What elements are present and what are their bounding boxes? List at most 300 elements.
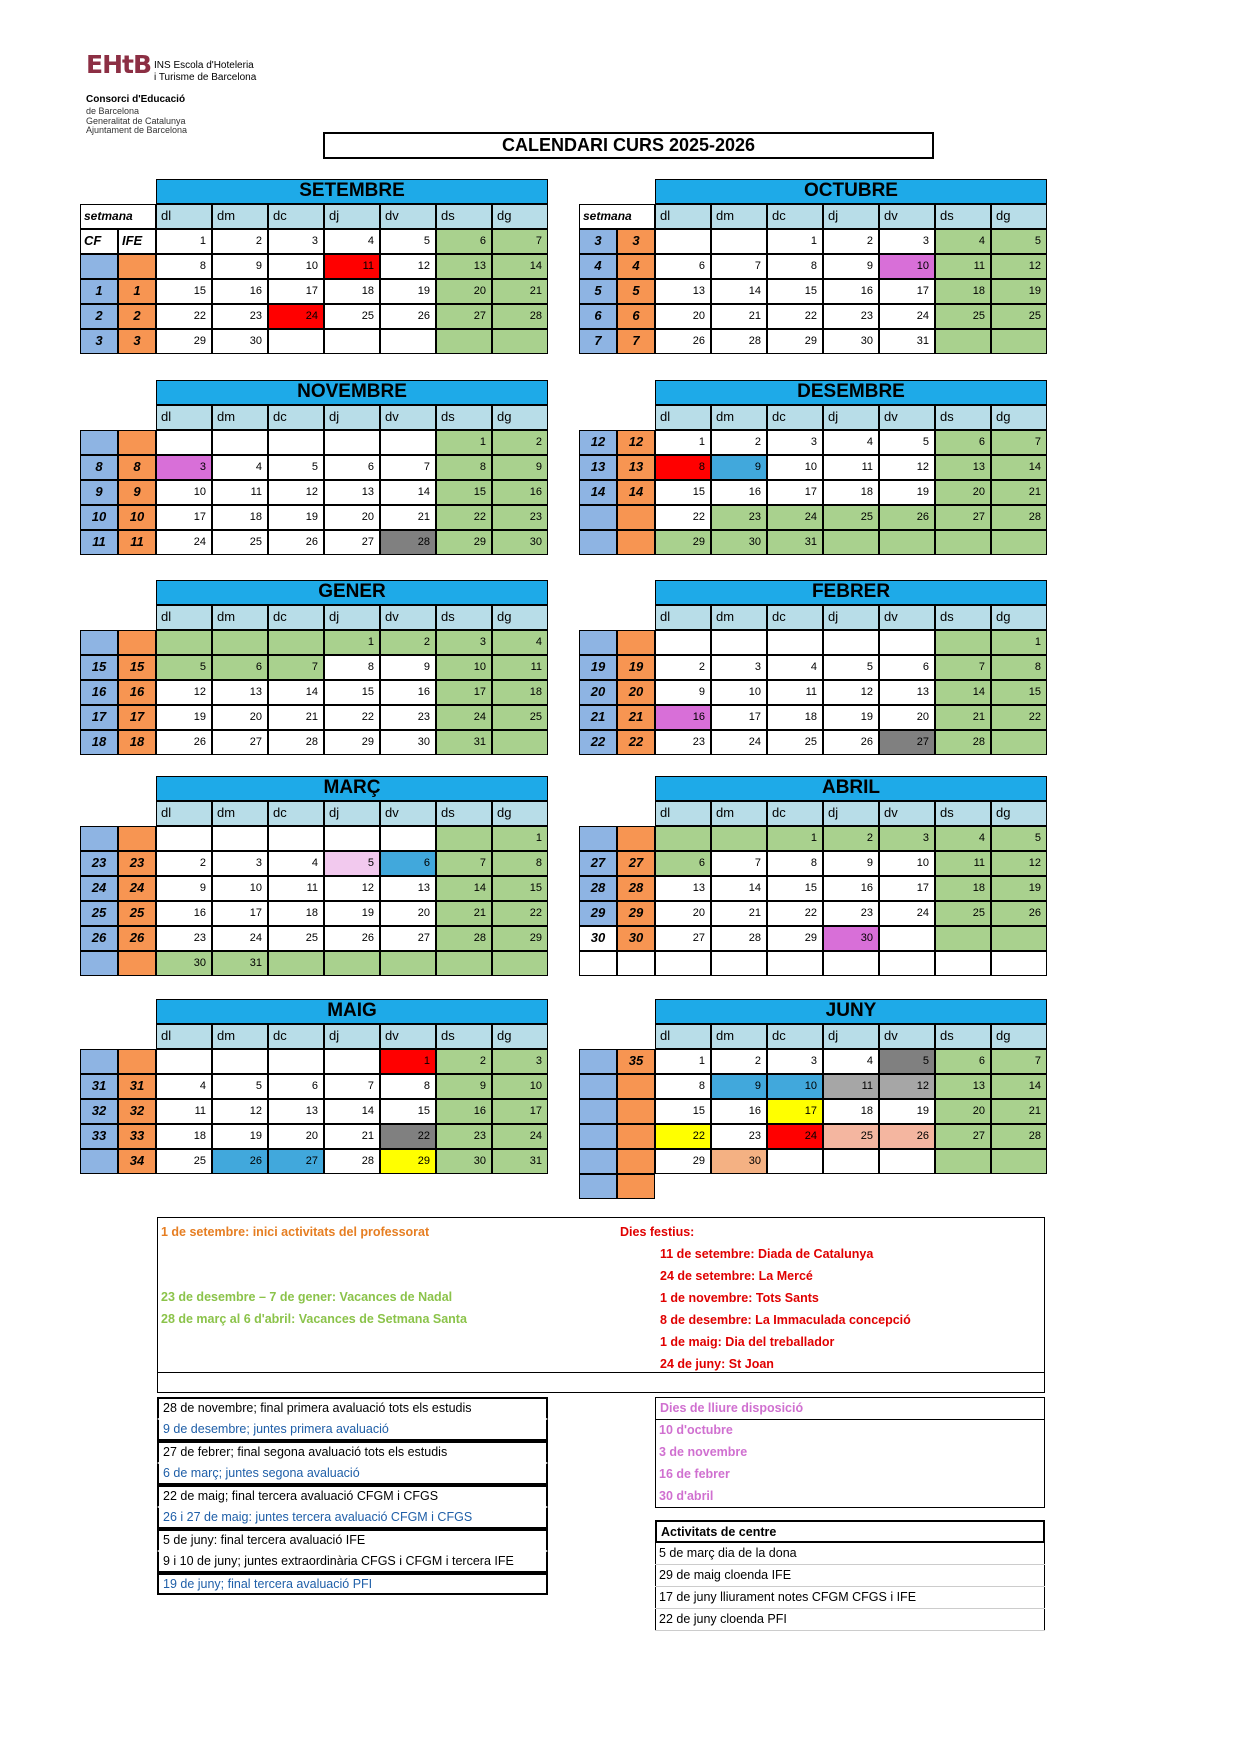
week-cf: [579, 530, 617, 555]
day-cell: 23: [436, 1124, 492, 1149]
day-cell: [711, 229, 767, 254]
week-ife: 6: [617, 304, 655, 329]
day-cell: 15: [767, 876, 823, 901]
day-cell: [380, 951, 436, 976]
day-cell: 22: [655, 1124, 711, 1149]
week-cf: 4: [579, 254, 617, 279]
day-cell: 31: [492, 1149, 548, 1174]
day-cell: 12: [268, 480, 324, 505]
day-cell: 8: [436, 455, 492, 480]
day-cell: 17: [268, 279, 324, 304]
day-cell: 23: [711, 505, 767, 530]
day-cell: 17: [156, 505, 212, 530]
day-cell: 8: [655, 1074, 711, 1099]
logo-sub-2: de Barcelona: [86, 106, 140, 116]
day-cell: 9: [711, 455, 767, 480]
day-cell: [823, 951, 879, 976]
legend-separator-row: [157, 1373, 1045, 1393]
week-ife: [617, 505, 655, 530]
day-cell: [991, 926, 1047, 951]
day-cell: 24: [268, 304, 324, 329]
day-header-dv: dv: [380, 204, 436, 229]
day-cell: 12: [991, 254, 1047, 279]
day-cell: 16: [492, 480, 548, 505]
week-cf: 9: [80, 480, 118, 505]
day-cell: 23: [823, 901, 879, 926]
day-cell: 3: [268, 229, 324, 254]
week-ife: 9: [118, 480, 156, 505]
day-cell: 11: [935, 851, 991, 876]
day-cell: [991, 329, 1047, 354]
day-cell: 19: [324, 901, 380, 926]
week-ife: [617, 1099, 655, 1124]
day-cell: 15: [156, 279, 212, 304]
week-ife: [118, 254, 156, 279]
day-cell: [268, 951, 324, 976]
week-ife: 24: [118, 876, 156, 901]
day-cell: 24: [492, 1124, 548, 1149]
day-header-dm: dm: [212, 801, 268, 826]
day-cell: 24: [879, 901, 935, 926]
day-cell: 17: [711, 705, 767, 730]
day-cell: 27: [212, 730, 268, 755]
day-cell: [324, 826, 380, 851]
day-cell: 3: [156, 455, 212, 480]
activitat-item: 29 de maig cloenda IFE: [655, 1565, 1045, 1587]
day-cell: 11: [823, 455, 879, 480]
week-cf: 18: [80, 730, 118, 755]
day-header-dm: dm: [212, 1024, 268, 1049]
day-cell: 20: [268, 1124, 324, 1149]
day-cell: 21: [436, 901, 492, 926]
evaluation-item: 6 de març; juntes segona avaluació: [157, 1463, 548, 1485]
day-cell: 4: [212, 455, 268, 480]
day-cell: 25: [767, 730, 823, 755]
day-cell: 19: [991, 279, 1047, 304]
lliure-item: 30 d'abril: [659, 1489, 714, 1503]
day-cell: 4: [268, 851, 324, 876]
day-header-dm: dm: [212, 405, 268, 430]
day-cell: [655, 229, 711, 254]
day-header-ds: ds: [935, 801, 991, 826]
week-cf: [80, 826, 118, 851]
day-cell: 18: [823, 480, 879, 505]
day-cell: 25: [935, 304, 991, 329]
day-cell: 29: [324, 730, 380, 755]
day-cell: 6: [324, 455, 380, 480]
day-cell: 30: [436, 1149, 492, 1174]
day-header-dg: dg: [492, 605, 548, 630]
day-cell: 18: [156, 1124, 212, 1149]
day-cell: [935, 926, 991, 951]
day-cell: 15: [655, 1099, 711, 1124]
week-cf: 31: [80, 1074, 118, 1099]
day-cell: 2: [711, 1049, 767, 1074]
day-cell: [156, 430, 212, 455]
day-cell: 20: [436, 279, 492, 304]
day-cell: 10: [268, 254, 324, 279]
day-cell: [879, 1149, 935, 1174]
week-ife: 19: [617, 655, 655, 680]
festiu-item: 1 de maig: Dia del treballador: [660, 1335, 835, 1349]
festiu-item: 8 de desembre: La Immaculada concepció: [660, 1313, 911, 1327]
day-cell: 23: [380, 705, 436, 730]
day-cell: 14: [991, 455, 1047, 480]
week-cf: [579, 1174, 617, 1199]
day-cell: [324, 1049, 380, 1074]
week-ife: 3: [617, 229, 655, 254]
day-cell: [991, 1149, 1047, 1174]
day-cell: 19: [156, 705, 212, 730]
week-ife: [118, 951, 156, 976]
week-cf: 22: [579, 730, 617, 755]
evaluation-item: 9 de desembre; juntes primera avaluació: [157, 1419, 548, 1441]
day-cell: 25: [324, 304, 380, 329]
week-ife: 34: [118, 1149, 156, 1174]
day-cell: [991, 730, 1047, 755]
day-cell: 6: [268, 1074, 324, 1099]
day-cell: 3: [767, 1049, 823, 1074]
day-cell: [492, 329, 548, 354]
week-cf: [80, 1149, 118, 1174]
day-cell: 13: [268, 1099, 324, 1124]
week-ife: [617, 1149, 655, 1174]
week-ife: 16: [118, 680, 156, 705]
day-cell: [324, 951, 380, 976]
day-header-dl: dl: [156, 204, 212, 229]
day-cell: 5: [380, 229, 436, 254]
day-cell: 30: [711, 530, 767, 555]
week-ife: 13: [617, 455, 655, 480]
week-ife: 14: [617, 480, 655, 505]
day-cell: 26: [268, 530, 324, 555]
day-cell: 30: [823, 329, 879, 354]
day-cell: 10: [767, 455, 823, 480]
logo-sub-1: Consorci d'Educació: [86, 94, 186, 105]
day-cell: 2: [711, 430, 767, 455]
day-cell: [935, 530, 991, 555]
day-cell: 9: [823, 851, 879, 876]
day-cell: 25: [823, 505, 879, 530]
day-header-dg: dg: [492, 801, 548, 826]
day-cell: 15: [436, 480, 492, 505]
day-cell: 20: [879, 705, 935, 730]
day-header-dv: dv: [879, 405, 935, 430]
week-cf: 8: [80, 455, 118, 480]
day-cell: 30: [212, 329, 268, 354]
day-cell: [823, 1149, 879, 1174]
day-cell: 6: [655, 851, 711, 876]
day-cell: 14: [492, 254, 548, 279]
week-cf: 12: [579, 430, 617, 455]
day-cell: 2: [212, 229, 268, 254]
day-cell: 29: [655, 1149, 711, 1174]
day-cell: 29: [655, 530, 711, 555]
day-cell: 7: [991, 1049, 1047, 1074]
day-cell: 15: [991, 680, 1047, 705]
day-cell: [212, 430, 268, 455]
day-cell: 1: [380, 1049, 436, 1074]
week-cf: 1: [80, 279, 118, 304]
day-header-dv: dv: [879, 1024, 935, 1049]
day-header-dj: dj: [823, 1024, 879, 1049]
day-cell: 16: [212, 279, 268, 304]
day-header-ds: ds: [436, 204, 492, 229]
week-cf: 28: [579, 876, 617, 901]
day-cell: 1: [436, 430, 492, 455]
day-header-dj: dj: [324, 1024, 380, 1049]
day-cell: 31: [879, 329, 935, 354]
day-cell: 10: [879, 851, 935, 876]
day-cell: 25: [823, 1124, 879, 1149]
day-cell: [380, 329, 436, 354]
day-cell: [268, 329, 324, 354]
day-header-dc: dc: [268, 405, 324, 430]
day-cell: 9: [380, 655, 436, 680]
day-header-dl: dl: [655, 204, 711, 229]
week-ife: 28: [617, 876, 655, 901]
day-cell: 3: [212, 851, 268, 876]
month-name-octubre: OCTUBRE: [655, 179, 1047, 204]
day-header-ds: ds: [436, 1024, 492, 1049]
day-cell: 9: [212, 254, 268, 279]
day-cell: 28: [268, 730, 324, 755]
week-cf: 15: [80, 655, 118, 680]
day-cell: 6: [935, 1049, 991, 1074]
evaluation-item: 26 i 27 de maig: juntes tercera avaluació CFGM i CFGS: [157, 1507, 548, 1529]
legend-left-1: 23 de desembre – 7 de gener: Vacances de Nadal: [161, 1290, 453, 1304]
week-ife: 31: [118, 1074, 156, 1099]
week-cf: CF: [80, 229, 118, 254]
page-title: CALENDARI CURS 2025-2026: [323, 132, 934, 159]
day-header-dv: dv: [380, 605, 436, 630]
day-cell: [268, 430, 324, 455]
day-cell: 28: [436, 926, 492, 951]
day-cell: 27: [380, 926, 436, 951]
day-cell: 19: [879, 480, 935, 505]
day-cell: 20: [380, 901, 436, 926]
day-cell: 16: [823, 876, 879, 901]
day-cell: 9: [655, 680, 711, 705]
month-name-desembre: DESEMBRE: [655, 380, 1047, 405]
day-cell: [711, 826, 767, 851]
day-cell: 3: [879, 826, 935, 851]
week-cf: 6: [579, 304, 617, 329]
day-cell: 19: [879, 1099, 935, 1124]
day-header-dg: dg: [492, 204, 548, 229]
day-cell: 4: [324, 229, 380, 254]
day-cell: 30: [492, 530, 548, 555]
week-ife: 18: [118, 730, 156, 755]
day-cell: [991, 951, 1047, 976]
day-cell: 8: [655, 455, 711, 480]
week-ife: 10: [118, 505, 156, 530]
day-cell: 22: [156, 304, 212, 329]
day-cell: 21: [711, 901, 767, 926]
day-cell: 1: [767, 229, 823, 254]
day-cell: 17: [436, 680, 492, 705]
day-cell: 18: [492, 680, 548, 705]
day-header-dc: dc: [268, 1024, 324, 1049]
day-header-dl: dl: [156, 405, 212, 430]
day-cell: 24: [711, 730, 767, 755]
day-cell: 20: [935, 480, 991, 505]
day-cell: 11: [212, 480, 268, 505]
day-cell: 4: [823, 430, 879, 455]
day-cell: 22: [991, 705, 1047, 730]
day-cell: 17: [879, 876, 935, 901]
day-header-dc: dc: [268, 801, 324, 826]
day-cell: 23: [212, 304, 268, 329]
month-name-setembre: SETEMBRE: [156, 179, 548, 204]
day-cell: 15: [767, 279, 823, 304]
day-cell: [324, 430, 380, 455]
day-cell: [823, 530, 879, 555]
week-cf: 13: [579, 455, 617, 480]
logo-line-1: INS Escola d'Hoteleria: [154, 60, 254, 71]
month-name-març: MARÇ: [156, 776, 548, 801]
day-header-dj: dj: [823, 204, 879, 229]
week-ife: 2: [118, 304, 156, 329]
day-cell: [212, 630, 268, 655]
day-cell: 21: [324, 1124, 380, 1149]
week-ife: [617, 951, 655, 976]
day-header-ds: ds: [436, 405, 492, 430]
lliure-title: Dies de lliure disposició: [655, 1397, 1045, 1420]
day-cell: 2: [436, 1049, 492, 1074]
week-ife: 1: [118, 279, 156, 304]
week-cf: [579, 1149, 617, 1174]
day-cell: 29: [492, 926, 548, 951]
day-cell: 1: [156, 229, 212, 254]
day-header-dc: dc: [767, 801, 823, 826]
day-cell: 16: [156, 901, 212, 926]
day-cell: 21: [380, 505, 436, 530]
day-cell: 6: [380, 851, 436, 876]
day-cell: 28: [492, 304, 548, 329]
day-cell: 21: [492, 279, 548, 304]
day-header-dv: dv: [380, 801, 436, 826]
day-cell: 4: [823, 1049, 879, 1074]
week-cf: 7: [579, 329, 617, 354]
day-cell: 22: [380, 1124, 436, 1149]
day-cell: 10: [711, 680, 767, 705]
day-cell: 20: [212, 705, 268, 730]
day-cell: 8: [324, 655, 380, 680]
week-ife: [617, 630, 655, 655]
day-cell: [935, 1149, 991, 1174]
week-header: setmana: [80, 204, 156, 229]
day-header-dj: dj: [823, 605, 879, 630]
week-cf: 30: [579, 926, 617, 951]
festiu-item: 1 de novembre: Tots Sants: [660, 1291, 819, 1305]
week-ife: 17: [118, 705, 156, 730]
day-cell: 12: [212, 1099, 268, 1124]
day-cell: 25: [991, 304, 1047, 329]
evaluation-item: 9 i 10 de juny; juntes extraordinària CFGS i CFGM i tercera IFE: [157, 1551, 548, 1573]
week-cf: [80, 951, 118, 976]
day-cell: 5: [823, 655, 879, 680]
month-name-novembre: NOVEMBRE: [156, 380, 548, 405]
day-header-dj: dj: [324, 405, 380, 430]
day-cell: 12: [879, 455, 935, 480]
week-cf: [579, 505, 617, 530]
day-cell: 3: [711, 655, 767, 680]
activitat-item: 5 de març dia de la dona: [655, 1543, 1045, 1565]
week-ife: [617, 1174, 655, 1199]
day-header-dv: dv: [380, 1024, 436, 1049]
day-cell: 24: [767, 1124, 823, 1149]
day-cell: 23: [711, 1124, 767, 1149]
day-cell: 12: [156, 680, 212, 705]
day-cell: 21: [935, 705, 991, 730]
week-cf: 5: [579, 279, 617, 304]
day-header-dj: dj: [324, 204, 380, 229]
day-cell: 15: [324, 680, 380, 705]
day-header-dv: dv: [879, 801, 935, 826]
week-cf: 25: [80, 901, 118, 926]
day-cell: 10: [212, 876, 268, 901]
day-cell: [436, 826, 492, 851]
month-name-gener: GENER: [156, 580, 548, 605]
day-cell: [879, 951, 935, 976]
day-cell: [268, 826, 324, 851]
day-cell: 15: [380, 1099, 436, 1124]
day-header-dj: dj: [823, 801, 879, 826]
day-cell: [380, 430, 436, 455]
week-cf: [80, 630, 118, 655]
legend-left-0: 1 de setembre: inici activitats del professorat: [161, 1225, 430, 1239]
day-cell: [823, 630, 879, 655]
day-cell: 9: [156, 876, 212, 901]
month-name-febrer: FEBRER: [655, 580, 1047, 605]
day-cell: [655, 826, 711, 851]
day-cell: [492, 730, 548, 755]
day-header-dc: dc: [767, 405, 823, 430]
day-cell: [935, 329, 991, 354]
week-ife: 8: [118, 455, 156, 480]
day-cell: 26: [823, 730, 879, 755]
week-ife: 21: [617, 705, 655, 730]
day-cell: 23: [492, 505, 548, 530]
day-cell: 20: [655, 304, 711, 329]
day-cell: 10: [492, 1074, 548, 1099]
week-cf: [579, 951, 617, 976]
day-cell: 13: [324, 480, 380, 505]
day-cell: 27: [935, 505, 991, 530]
day-cell: 27: [324, 530, 380, 555]
activitat-item: 22 de juny cloenda PFI: [655, 1609, 1045, 1631]
day-cell: 6: [655, 254, 711, 279]
activitat-item: 17 de juny lliurament notes CFGM CFGS i IFE: [655, 1587, 1045, 1609]
logo-sub-3: Generalitat de Catalunya: [86, 116, 186, 126]
day-header-dc: dc: [268, 204, 324, 229]
day-cell: [436, 951, 492, 976]
day-cell: 5: [879, 430, 935, 455]
week-cf: 26: [80, 926, 118, 951]
day-cell: 26: [380, 304, 436, 329]
day-cell: 25: [156, 1149, 212, 1174]
week-ife: 30: [617, 926, 655, 951]
day-cell: 7: [268, 655, 324, 680]
day-cell: 9: [823, 254, 879, 279]
festiu-item: 11 de setembre: Diada de Catalunya: [660, 1247, 874, 1261]
week-cf: [80, 1049, 118, 1074]
day-cell: 2: [380, 630, 436, 655]
day-cell: [655, 630, 711, 655]
day-cell: 8: [156, 254, 212, 279]
week-cf: 17: [80, 705, 118, 730]
